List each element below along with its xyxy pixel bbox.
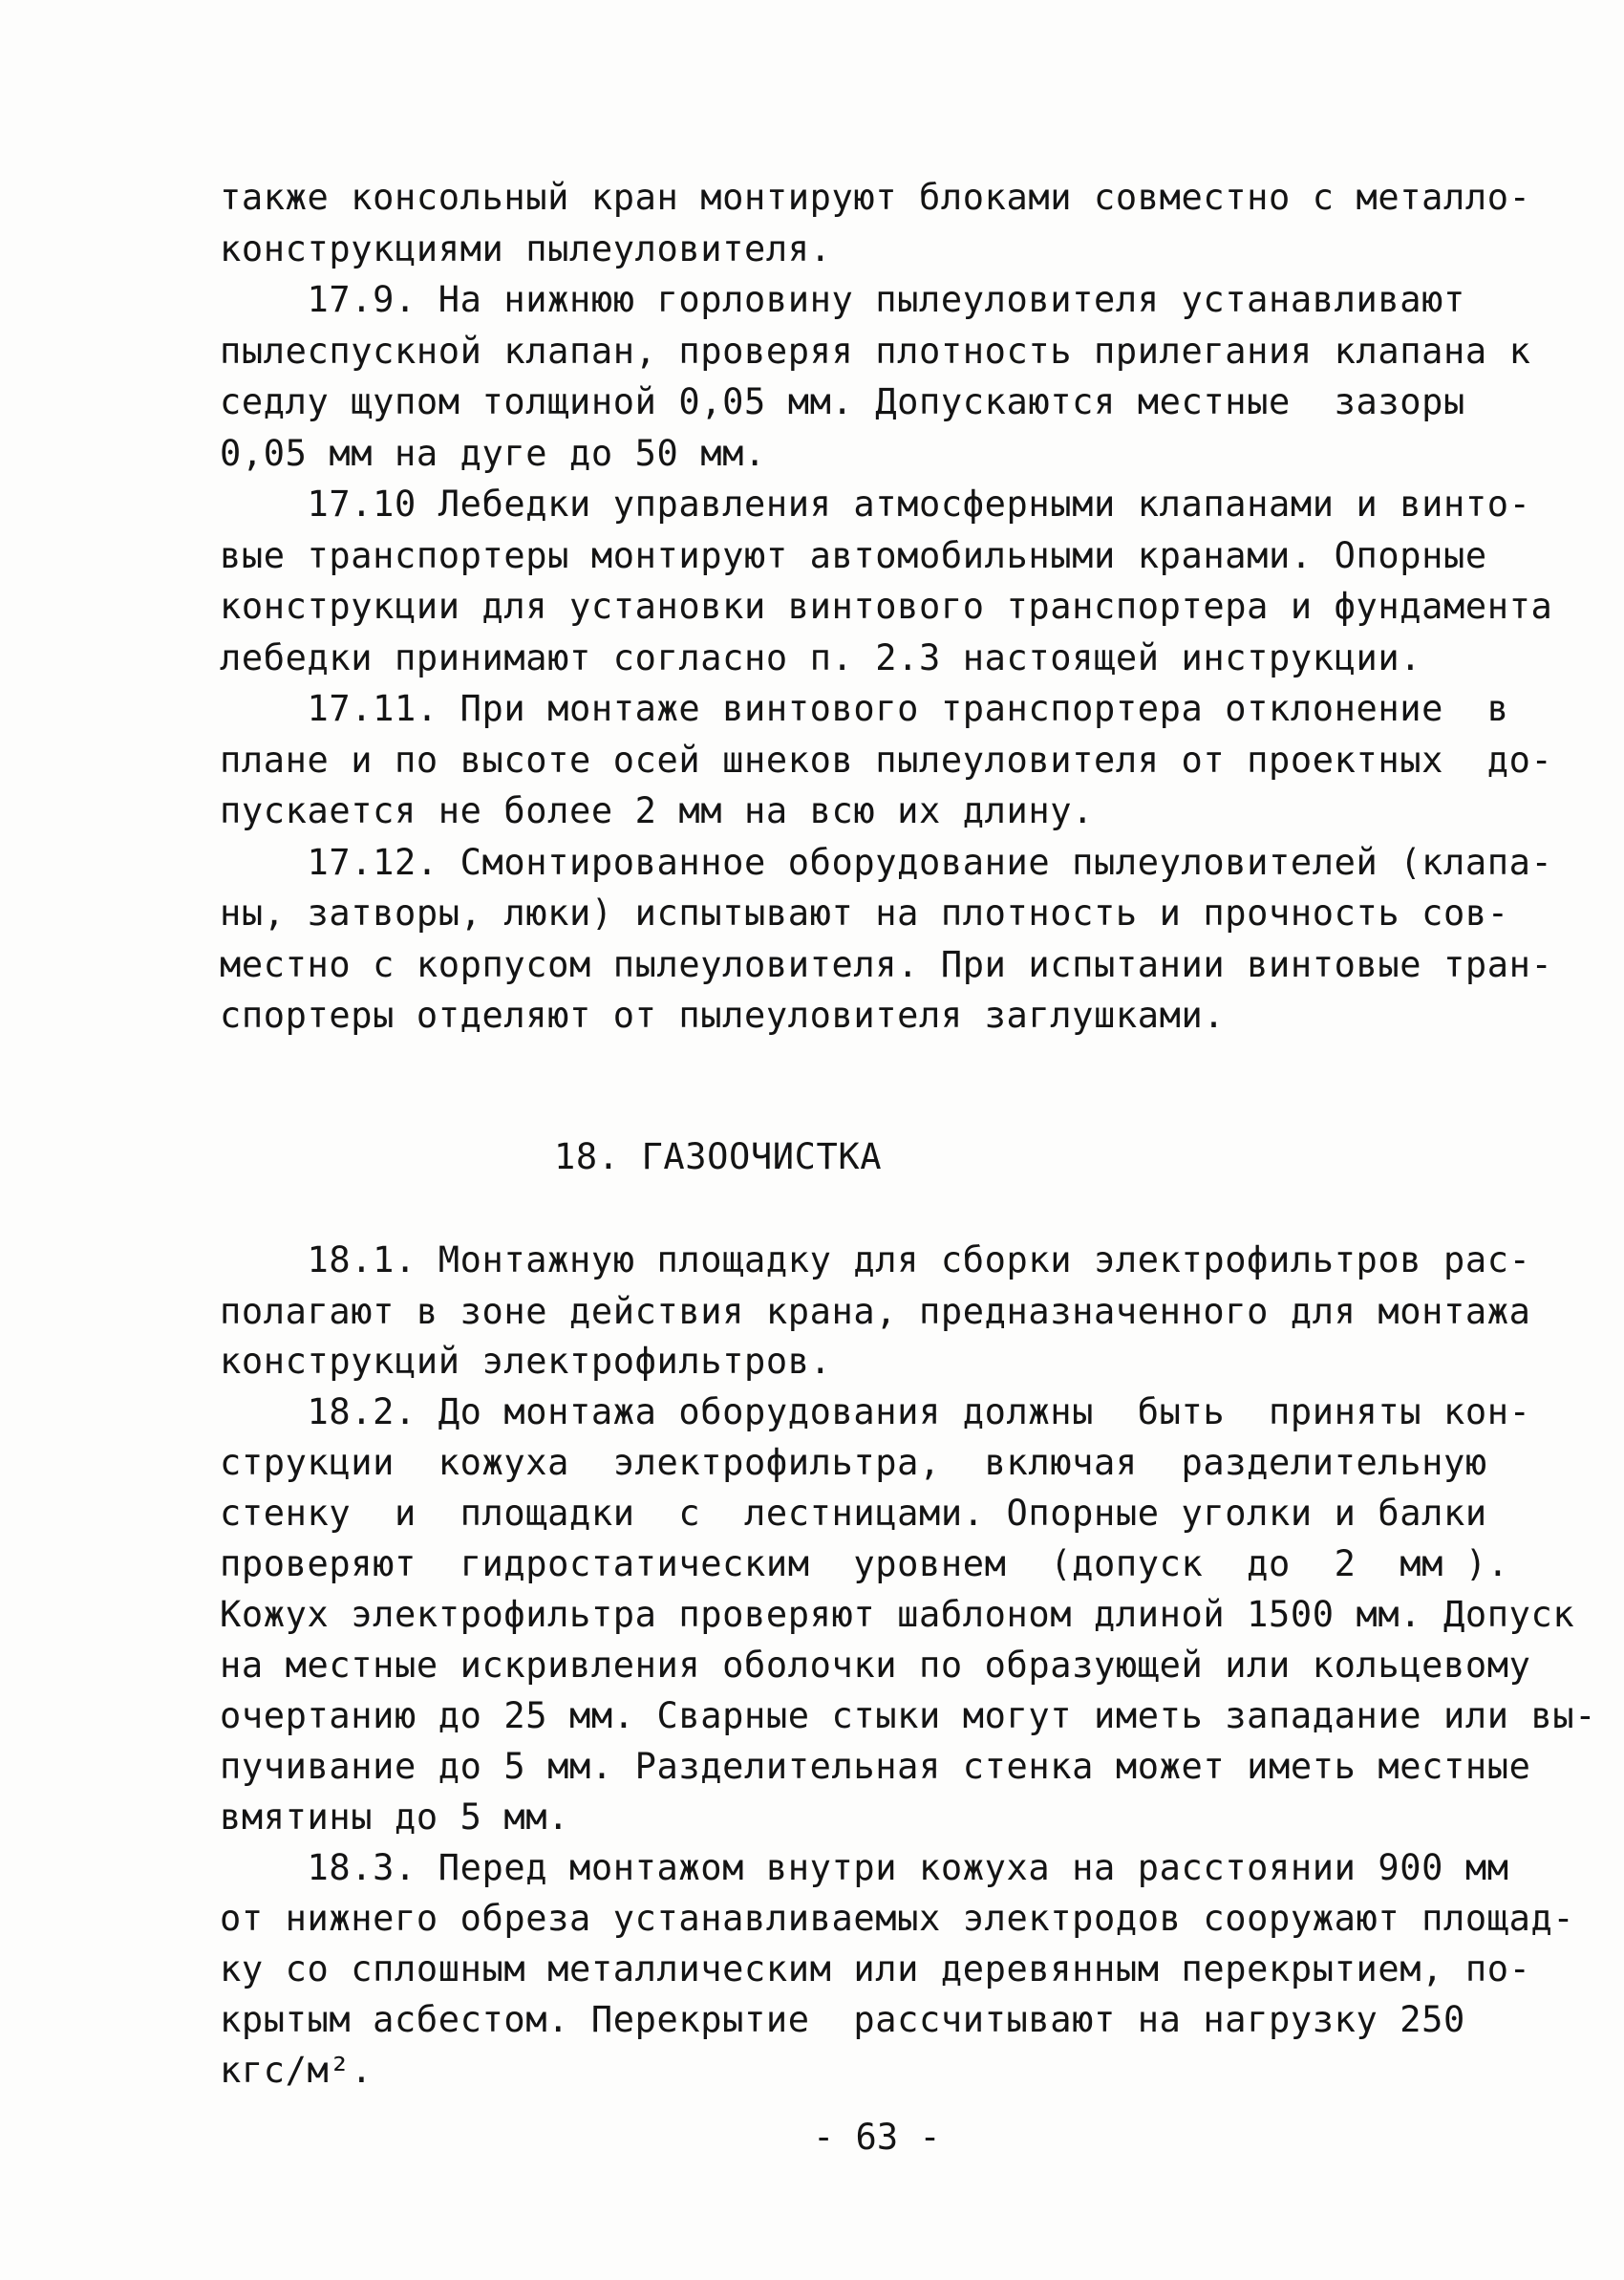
- paragraph-18-3-line: крытым асбестом. Перекрытие рассчитывают на нагрузку 250: [220, 1999, 1465, 2040]
- paragraph-18-2-line: вмятины до 5 мм.: [220, 1796, 570, 1838]
- paragraph-17-12-line: спортеры отделяют от пылеуловителя заглушками.: [220, 995, 1226, 1036]
- paragraph-18-2-line: на местные искривления оболочки по образующей или кольцевому: [220, 1645, 1531, 1686]
- paragraph-17-9-line: 17.9. На нижнюю горловину пылеуловителя устанавливают: [220, 279, 1465, 320]
- paragraph-18-1-line: полагают в зоне действия крана, предназначенного для монтажа: [220, 1291, 1531, 1332]
- paragraph-18-3-line: 18.3. Перед монтажом внутри кожуха на расстоянии 900 мм: [220, 1847, 1509, 1888]
- paragraph-18-2-line: Кожух электрофильтра проверяют шаблоном длиной 1500 мм. Допуск: [220, 1594, 1575, 1635]
- paragraph-17-10-line: вые транспортеры монтируют автомобильными кранами. Опорные: [220, 535, 1487, 576]
- paragraph-17-12-line: ны, затворы, люки) испытывают на плотность и прочность сов-: [220, 893, 1509, 934]
- paragraph-17-9-line: седлу щупом толщиной 0,05 мм. Допускаются местные зазоры: [220, 381, 1465, 422]
- paragraph-18-2-line: струкции кожуха электрофильтра, включая разделительную: [220, 1442, 1487, 1483]
- paragraph-17-12-line: местно с корпусом пылеуловителя. При испытании винтовые тран-: [220, 944, 1553, 985]
- paragraph-17-9-line: пылеспускной клапан, проверяя плотность прилегания клапана к: [220, 331, 1531, 372]
- page-number: - 63 -: [813, 2117, 941, 2158]
- paragraph-17-9-line: 0,05 мм на дуге до 50 мм.: [220, 433, 766, 474]
- section-heading: 18. ГАЗООЧИСТКА: [554, 1136, 883, 1177]
- paragraph-17-11-line: плане и по высоте осей шнеков пылеуловителя от проектных до-: [220, 740, 1553, 781]
- paragraph-18-3-line: ку со сплошным металлическим или деревянным перекрытием, по-: [220, 1948, 1531, 1990]
- paragraph-18-1-line: конструкций электрофильтров.: [220, 1341, 832, 1382]
- paragraph-17-11-line: пускается не более 2 мм на всю их длину.: [220, 790, 1095, 831]
- paragraph-18-2-line: пучивание до 5 мм. Разделительная стенка может иметь местные: [220, 1746, 1531, 1787]
- paragraph-17-10-line: конструкции для установки винтового транспортера и фундамента: [220, 586, 1553, 627]
- paragraph-18-2-line: стенку и площадки с лестницами. Опорные уголки и балки: [220, 1493, 1487, 1534]
- text-line: также консольный кран монтируют блоками совместно с металло-: [220, 177, 1531, 218]
- paragraph-17-10-line: 17.10 Лебедки управления атмосферными клапанами и винто-: [220, 484, 1531, 525]
- paragraph-17-11-line: 17.11. При монтаже винтового транспортера отклонение в: [220, 688, 1509, 729]
- paragraph-18-1-line: 18.1. Монтажную площадку для сборки электрофильтров рас-: [220, 1239, 1531, 1280]
- paragraph-17-10-line: лебедки принимают согласно п. 2.3 настоящей инструкции.: [220, 637, 1422, 678]
- paragraph-18-2-line: очертанию до 25 мм. Сварные стыки могут иметь западание или вы-: [220, 1695, 1597, 1736]
- paragraph-18-2-line: проверяют гидростатическим уровнем (допуск до 2 мм ).: [220, 1543, 1509, 1584]
- paragraph-17-12-line: 17.12. Смонтированное оборудование пылеуловителей (клапа-: [220, 842, 1553, 883]
- text-line: конструкциями пылеуловителя.: [220, 228, 832, 269]
- paragraph-18-3-line: кгс/м².: [220, 2050, 374, 2091]
- paragraph-18-2-line: 18.2. До монтажа оборудования должны быть приняты кон-: [220, 1391, 1531, 1432]
- paragraph-18-3-line: от нижнего обреза устанавливаемых электродов сооружают площад-: [220, 1898, 1575, 1939]
